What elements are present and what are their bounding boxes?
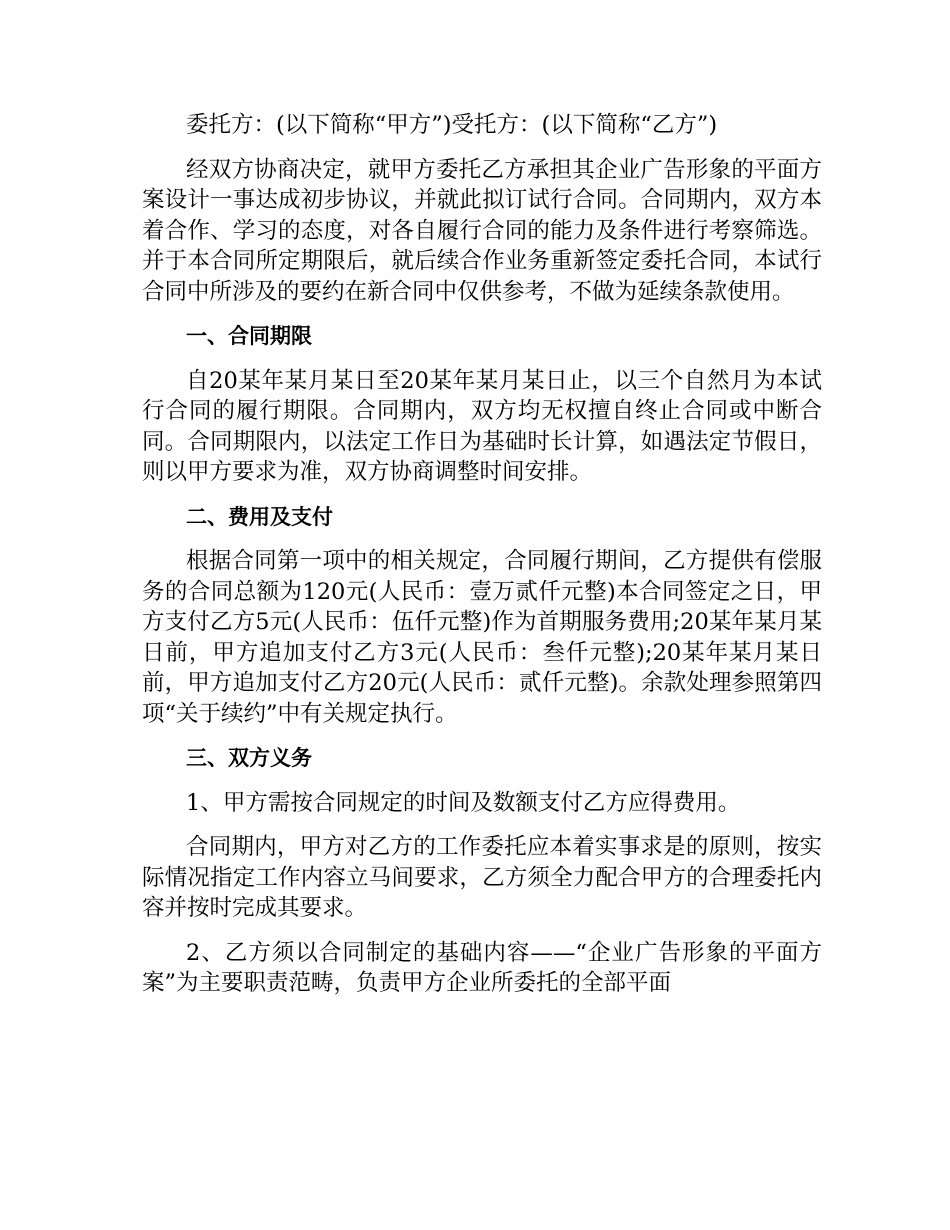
obligation-paragraph-1: 1、甲方需按合同规定的时间及数额支付乙方应得费用。 — [186, 789, 741, 816]
term-paragraph: 自20某年某月某日至20某年某月某日止，以三个自然月为本试行合同的履行期限。合同期内，双方均无权擅自终止合同或中断合同。合同期限内，以法定工作日为基础时长计算，如遇法定节假日，则以甲方要求为准，双方协商调整时间安排。 — [142, 367, 822, 485]
intro-paragraph: 委托方：(以下简称“甲方”)受托方：(以下简称“乙方”) — [186, 112, 718, 138]
obligation-paragraph-2: 合同期内，甲方对乙方的工作委托应本着实事求是的原则，按实际情况指定工作内容立马间要求，乙方须全力配合甲方的合理委托内容并按时完成其要求。 — [142, 834, 822, 921]
fees-paragraph: 根据合同第一项中的相关规定，合同履行期间，乙方提供有偿服务的合同总额为120元(人民币：壹万贰仟元整)本合同签定之日，甲方支付乙方5元(人民币：伍仟元整)作为首期服务费用;20某年某月某日前，甲方追加支付乙方3元(人民币：叁仟元整);20某年某月某日前，甲方追加支付乙方20元(人民币：贰仟元整)。余款处理参照第四项“关于续约”中有关规定执行。 — [142, 548, 822, 727]
document-page — [142, 110, 822, 1013]
section-heading-term: 一、合同期限 — [186, 324, 312, 348]
section-heading-obligations: 三、双方义务 — [186, 746, 312, 770]
obligation-paragraph-3: 2、乙方须以合同制定的基础内容——“企业广告形象的平面方案”为主要职责范畴，负责甲方企业所委托的全部平面 — [142, 939, 822, 996]
section-heading-fees: 二、费用及支付 — [186, 504, 333, 529]
preamble-paragraph: 经双方协商决定，就甲方委托乙方承担其企业广告形象的平面方案设计一事达成初步协议，并就此拟订试行合同。合同期内，双方本着合作、学习的态度，对各自履行合同的能力及条件进行考察筛选。并于本合同所定期限后，就后续合作业务重新签定委托合同，本试行合同中所涉及的要约在新合同中仅供参考，不做为延续条款使用。 — [142, 156, 822, 305]
